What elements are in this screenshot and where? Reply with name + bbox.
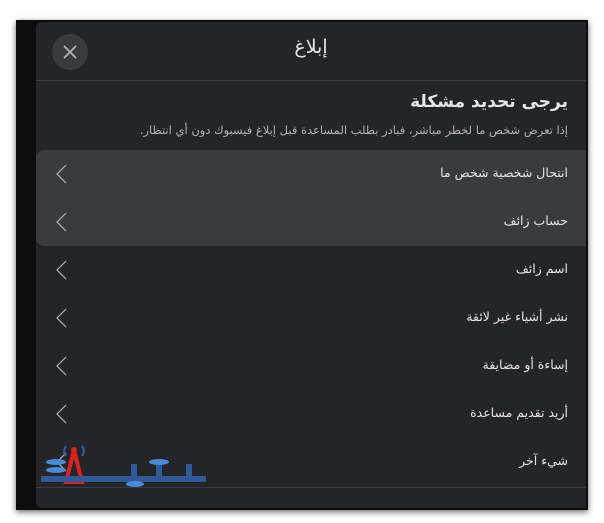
section-heading: يرجى تحديد مشكلة — [410, 92, 568, 112]
option-label: اسم زائف — [515, 261, 568, 276]
chevron-left-icon — [56, 212, 68, 232]
chevron-left-icon — [56, 260, 68, 280]
option-fake-name[interactable] — [36, 246, 586, 294]
option-label: أريد تقديم مساعدة — [470, 405, 568, 420]
option-label: شيء آخر — [519, 453, 568, 468]
option-inappropriate-posts[interactable] — [36, 294, 586, 342]
option-harassment[interactable] — [36, 342, 586, 390]
watermark-logo — [36, 440, 211, 495]
dialog-title: إبلاغ — [294, 36, 328, 58]
header-divider — [36, 80, 586, 81]
option-label: إساءة أو مضايقة — [482, 357, 568, 372]
option-label: حساب زائف — [503, 213, 568, 228]
chevron-left-icon — [56, 404, 68, 424]
option-impersonation[interactable] — [36, 150, 586, 198]
section-subtitle: إذا تعرض شخص ما لخطر مباشر، فبادر بطلب المساعدة قبل إبلاغ فيسبوك دون أي انتظار. — [139, 123, 568, 137]
option-fake-account[interactable] — [36, 198, 586, 246]
report-dialog — [36, 22, 586, 508]
chevron-left-icon — [56, 164, 68, 184]
option-request-help[interactable] — [36, 390, 586, 438]
chevron-left-icon — [56, 308, 68, 328]
option-label: نشر أشياء غير لائقة — [466, 309, 568, 324]
chevron-left-icon — [56, 356, 68, 376]
option-label: انتحال شخصية شخص ما — [440, 165, 568, 180]
options-list — [36, 150, 586, 486]
